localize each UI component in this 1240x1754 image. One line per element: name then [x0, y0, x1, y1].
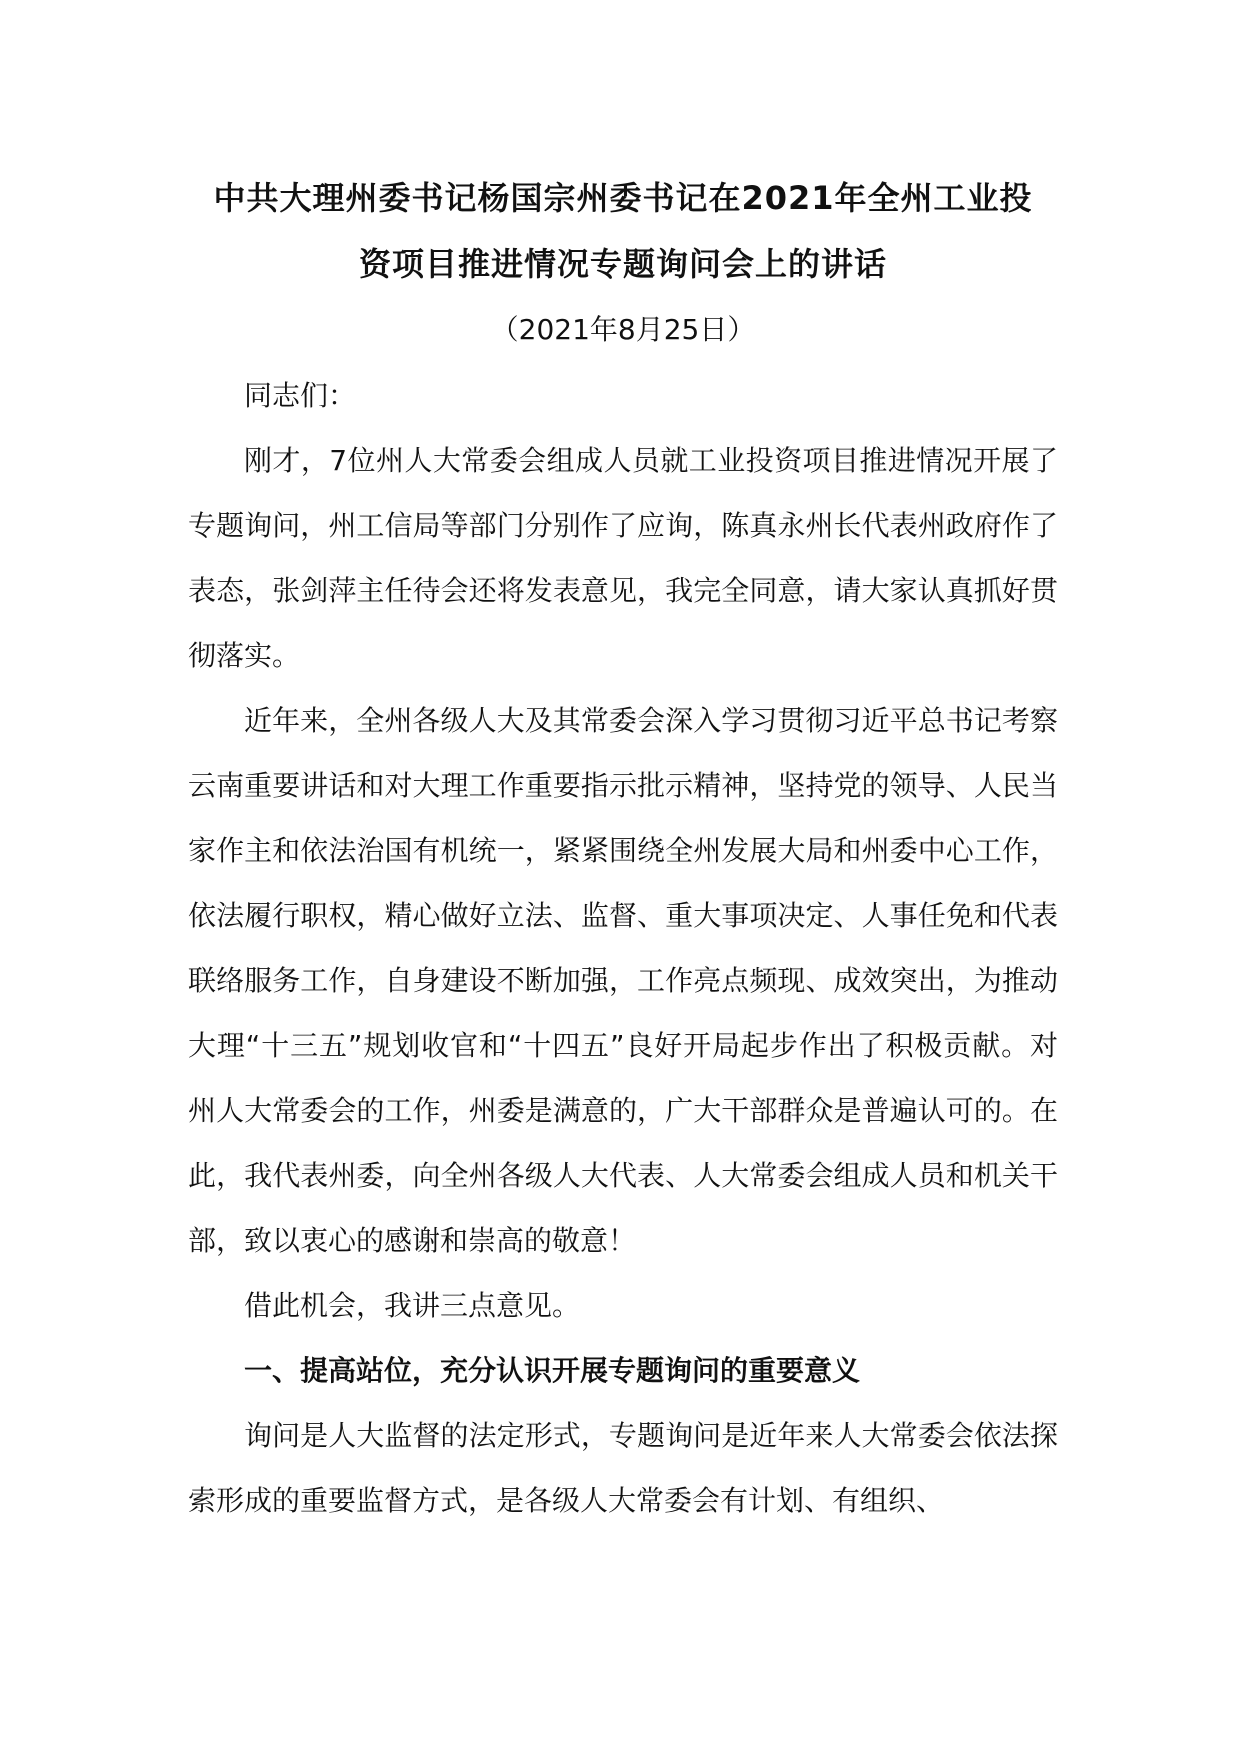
document-page: [188, 165, 1058, 1533]
greeting: 同志们：: [244, 379, 357, 412]
document-title: [188, 165, 1058, 297]
paragraph-section-1: 询问是人大监督的法定形式，专题询问是近年来人大常委会依法探索形成的重要监督方式，是各级人大常委会有计划、有组织、: [188, 1419, 1058, 1517]
paragraph-recent-years: 近年来，全州各级人大及其常委会深入学习贯彻习近平总书记考察云南重要讲话和对大理工作重要指示批示精神，坚持党的领导、人民当家作主和依法治国有机统一，紧紧围绕全州发展大局和州委中心工作，依法履行职权，精心做好立法、监督、重大事项决定、人事任免和代表联络服务工作，自身建设不断加强，工作亮点频现、成效突出，为推动大理“十三五”规划收官和“十四五”良好开局起步作出了积极贡献。对州人大常委会的工作，州委是满意的，广大干部群众是普遍认可的。在此，我代表州委，向全州各级人大代表、人大常委会组成人员和机关干部，致以衷心的感谢和崇高的敬意！: [188, 704, 1058, 1257]
paragraph-opening: 刚才，7位州人大常委会组成人员就工业投资项目推进情况开展了专题询问，州工信局等部门分别作了应询，陈真永州长代表州政府作了表态，张剑萍主任待会还将发表意见，我完全同意，请大家认真抓好贯彻落实。: [188, 444, 1058, 672]
speech-date: （2021年8月25日）: [490, 313, 756, 346]
title-line-2: 资项目推进情况专题询问会上的讲话: [358, 245, 887, 283]
section-heading-1: 一、提高站位，充分认识开展专题询问的重要意义: [244, 1354, 861, 1387]
paragraph-three-points: 借此机会，我讲三点意见。: [244, 1289, 581, 1322]
title-line-1: 中共大理州委书记杨国宗州委书记在2021年全州工业投: [213, 179, 1033, 217]
